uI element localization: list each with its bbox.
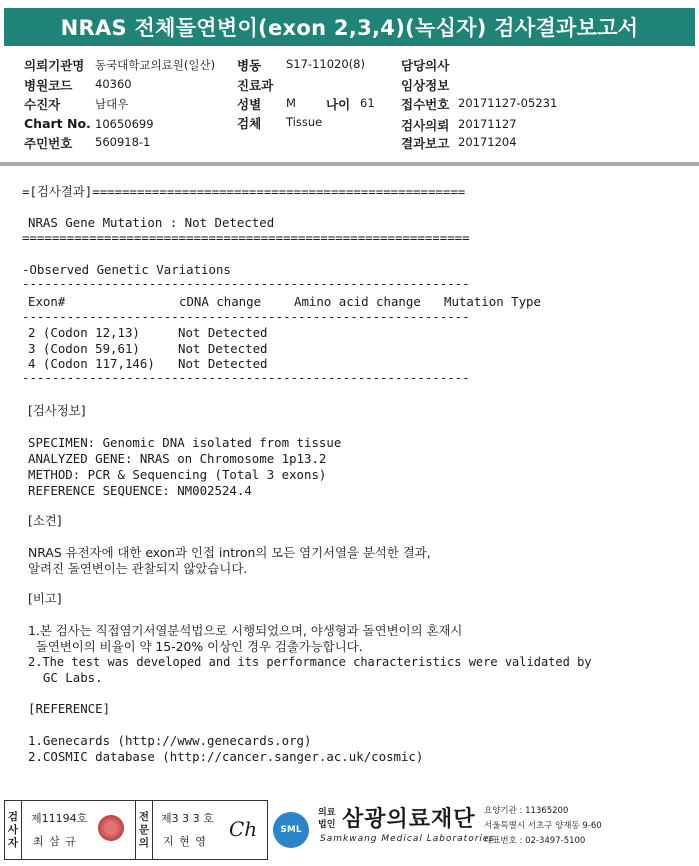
inspector-name: 최 삼 규 bbox=[33, 835, 77, 848]
institution-label: 의뢰기관명 bbox=[24, 58, 85, 73]
inspector-label: 검사자 bbox=[5, 801, 22, 859]
age-label: 나이 bbox=[326, 97, 351, 112]
opinion-line: 알려진 돌연변이는 관찰되지 않았습니다. bbox=[28, 561, 248, 576]
receipt-value: 20171127-05231 bbox=[458, 96, 558, 110]
specimen-label: 검체 bbox=[237, 116, 262, 131]
table-row: 4 (Codon 117,146) bbox=[28, 356, 155, 371]
hospital-code-value: 40360 bbox=[95, 77, 132, 91]
id-value: 560918-1 bbox=[95, 135, 151, 149]
method-line: METHOD: PCR & Sequencing (Total 3 exons) bbox=[28, 467, 327, 482]
organization-name: 삼광의료재단 bbox=[342, 807, 476, 832]
table-cell: Not Detected bbox=[178, 356, 268, 371]
double-rule: ============================================================ bbox=[22, 230, 470, 245]
gene-line: ANALYZED GENE: NRAS on Chromosome 1p13.2 bbox=[28, 451, 327, 466]
inspector-number: 제11194호 bbox=[31, 812, 88, 825]
table-cell: Not Detected bbox=[178, 341, 268, 356]
opinion-line: NRAS 유전자에 대한 exon과 인접 intron의 모든 염기서열을 분석한 결과, bbox=[28, 545, 431, 560]
doctor-label: 담당의사 bbox=[401, 58, 450, 73]
sex-label: 성별 bbox=[237, 97, 262, 112]
clinical-label: 임상정보 bbox=[401, 78, 450, 93]
contact-code: 요양기관 : 11365200 bbox=[484, 806, 569, 816]
note-header: [비고] bbox=[28, 591, 62, 606]
sex-value: M bbox=[286, 96, 296, 110]
dept-label: 진료과 bbox=[237, 78, 274, 93]
col-header-cdna: cDNA change bbox=[179, 294, 262, 309]
col-header-amino: Amino acid change bbox=[294, 294, 421, 309]
sml-logo-icon: SML bbox=[273, 812, 309, 848]
table-row: 3 (Codon 59,61) bbox=[28, 341, 140, 356]
table-top-rule: ------------------------------------------------------------ bbox=[22, 276, 470, 291]
specimen-value: Tissue bbox=[286, 115, 323, 129]
note-line: GC Labs. bbox=[28, 670, 103, 685]
report-value: 20171204 bbox=[458, 135, 517, 149]
logo-small-text: 법인 bbox=[318, 820, 336, 830]
receipt-label: 접수번호 bbox=[401, 97, 450, 112]
table-row: 2 (Codon 12,13) bbox=[28, 325, 140, 340]
signature-box bbox=[4, 800, 268, 860]
specialist-name: 지 현 영 bbox=[163, 835, 207, 848]
patient-label: 수진자 bbox=[24, 97, 61, 112]
request-label: 검사의뢰 bbox=[401, 118, 450, 133]
header-divider bbox=[0, 162, 699, 166]
gene-result: NRAS Gene Mutation : Not Detected bbox=[28, 215, 275, 230]
specialist-number: 제3 3 3 호 bbox=[161, 812, 214, 825]
footer bbox=[0, 800, 699, 866]
id-label: 주민번호 bbox=[24, 136, 73, 151]
specimen-line: SPECIMEN: Genomic DNA isolated from tissue bbox=[28, 435, 342, 450]
observed-header: -Observed Genetic Variations bbox=[22, 262, 231, 277]
chart-label: Chart No. bbox=[24, 116, 91, 131]
note-line: 돌연변이의 비율이 약 15-20% 이상인 경우 검출가능합니다. bbox=[28, 639, 363, 654]
contact-phone: 대표번호 : 02-3497-5100 bbox=[484, 836, 586, 846]
opinion-header: [소견] bbox=[28, 513, 62, 528]
request-value: 20171127 bbox=[458, 117, 517, 131]
table-cell: Not Detected bbox=[178, 325, 268, 340]
patient-value: 남대우 bbox=[95, 97, 129, 111]
specialist-label: 전문의 bbox=[135, 801, 153, 859]
report-label: 결과보고 bbox=[401, 136, 450, 151]
organization-english: Samkwang Medical Laboratories bbox=[320, 834, 496, 844]
reference-item: 2.COSMIC database (http://cancer.sanger.ac.uk/cosmic) bbox=[28, 749, 424, 764]
institution-value: 동국대학교의료원(일산) bbox=[95, 58, 216, 72]
ward-label: 병동 bbox=[237, 58, 262, 73]
col-header-exon: Exon# bbox=[28, 294, 66, 309]
table-bottom-rule: ------------------------------------------------------------ bbox=[22, 370, 470, 385]
chart-value: 10650699 bbox=[95, 117, 154, 131]
ward-value: S17-11020(8) bbox=[286, 57, 365, 71]
hospital-code-label: 병원코드 bbox=[24, 78, 73, 93]
reference-item: 1.Genecards (http://www.genecards.org) bbox=[28, 733, 312, 748]
report-title: NRAS 전체돌연변이(exon 2,3,4)(녹십자) 검사결과보고서 bbox=[4, 8, 695, 46]
contact-address: 서울특별시 서초구 양재동 9-60 bbox=[484, 821, 602, 831]
col-header-mutation: Mutation Type bbox=[444, 294, 541, 309]
table-mid-rule: ------------------------------------------------------------ bbox=[22, 309, 470, 324]
reference-header: [REFERENCE] bbox=[28, 701, 111, 716]
age-value: 61 bbox=[360, 96, 375, 110]
info-section-header: [검사정보] bbox=[28, 403, 86, 418]
specialist-signature: Ch bbox=[229, 817, 258, 841]
inspector-seal bbox=[98, 815, 124, 841]
note-line: 2.The test was developed and its performance characteristics were validated by bbox=[28, 655, 592, 669]
result-header: =[검사결과]================================================== bbox=[22, 184, 466, 199]
note-line: 1.본 검사는 직접염기서열분석법으로 시행되었으며, 야생형과 돌연변이의 혼재시 bbox=[28, 623, 463, 638]
reference-line: REFERENCE SEQUENCE: NM002524.4 bbox=[28, 483, 252, 498]
logo-small-text: 의료 bbox=[318, 808, 336, 818]
